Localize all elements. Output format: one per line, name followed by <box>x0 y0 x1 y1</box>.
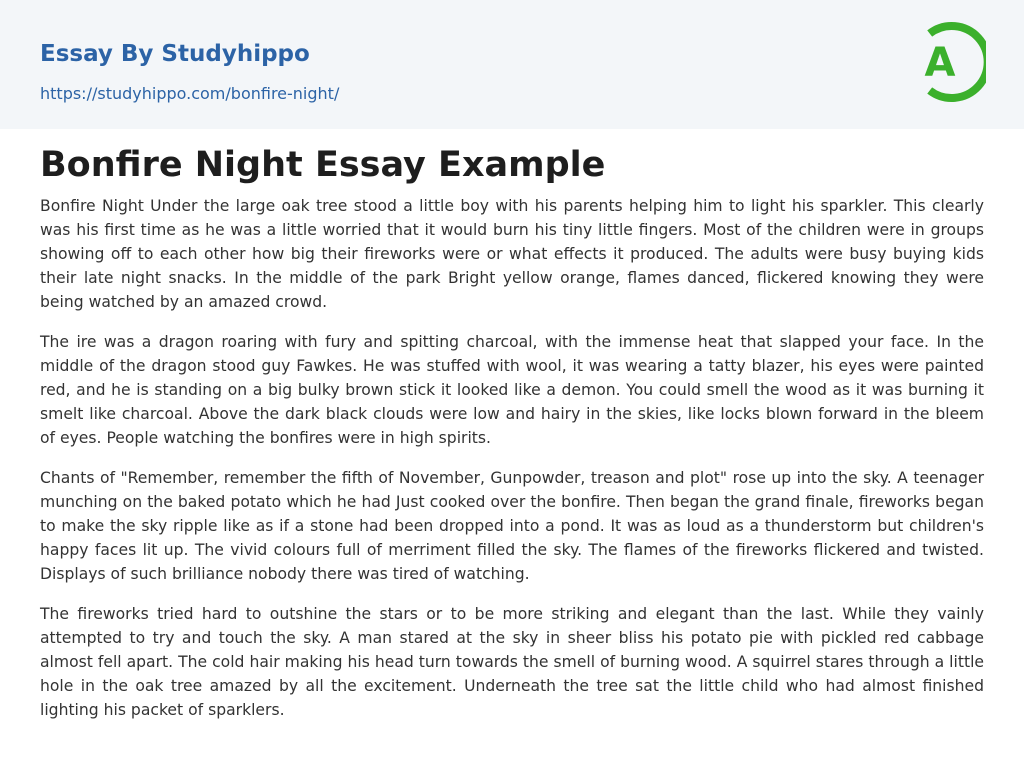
source-url-link[interactable]: https://studyhippo.com/bonfire-night/ <box>40 84 340 103</box>
essay-paragraph: The fireworks tried hard to outshine the stars or to be more striking and elegant than the last. While they vainly attempted to try and touch the sky. A man stared at the sky in sheer bliss his potato pie with pickled red cabbage almost fell apart. The cold hair making his head turn towards the smell of burning wood. A squirrel stares through a little hole in the oak tree amazed by all the excitement. Underneath the tree sat the little child who had almost finished lighting his packet of sparklers. <box>40 605 984 719</box>
essay-paragraph: The ire was a dragon roaring with fury and spitting charcoal, with the immense heat that slapped your face. In the middle of the dragon stood guy Fawkes. He was stuffed with wool, it was wearing a tatty blazer, his eyes were painted red, and he is standing on a big bulky brown stick it looked like a demon. You could smell the wood as it was burning it smelt like charcoal. Above the dark black clouds were low and hairy in the skies, like locks blown forward in the bleem of eyes. People watching the bonfires were in high spirits. <box>40 333 984 447</box>
page-header <box>0 0 1024 129</box>
studyhippo-logo-icon <box>912 19 986 105</box>
essay-body <box>40 194 984 738</box>
brand-title: Essay By Studyhippo <box>40 41 310 67</box>
essay-title: Bonfire Night Essay Example <box>40 145 606 185</box>
logo-letter: A <box>924 40 956 86</box>
essay-paragraph: Chants of "Remember, remember the fifth of November, Gunpowder, treason and plot" rose up into the sky. A teenager munching on the baked potato which he had Just cooked over the bonfire. Then began the grand finale, fireworks began to make the sky ripple like as if a stone had been dropped into a pond. It was as loud as a thunderstorm but children's happy faces lit up. The vivid colours full of merriment filled the sky. The flames of the fireworks flickered and twisted. Displays of such brilliance nobody there was tired of watching. <box>40 469 984 583</box>
essay-paragraph: Bonfire Night Under the large oak tree stood a little boy with his parents helping him to light his sparkler. This clearly was his first time as he was a little worried that it would burn his tiny little fingers. Most of the children were in groups showing off to each other how big their fireworks were or what effects it produced. The adults were busy buying kids their late night snacks. In the middle of the park Bright yellow orange, flames danced, flickered knowing they were being watched by an amazed crowd. <box>40 197 984 311</box>
